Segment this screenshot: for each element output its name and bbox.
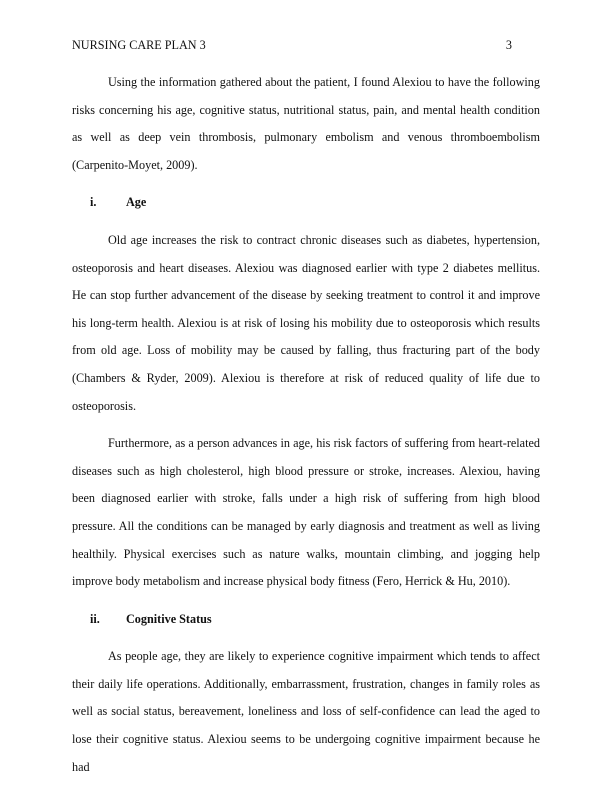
section-title: Age (126, 195, 147, 210)
page-header (72, 37, 540, 53)
section-number: ii. (90, 611, 100, 626)
section-number: i. (90, 195, 97, 210)
document-body (72, 69, 540, 781)
section-heading-cognitive-status (72, 606, 540, 634)
intro-paragraph: Using the information gathered about the patient, I found Alexiou to have the following risks concerning his age, cognitive status, nutritional status, pain, and mental health condition as well as deep vein thrombosis, pulmonary embolism and venous thromboembolism (Carpenito-Moyet, 2009). (72, 75, 540, 172)
page-number: 3 (505, 38, 512, 52)
section-heading-age (72, 189, 540, 217)
running-head: NURSING CARE PLAN 3 (72, 38, 206, 52)
cognitive-paragraph-1: As people age, they are likely to experience cognitive impairment which tends to affect their daily life operations. Additionally, embarrassment, frustration, changes in family roles as well as social status, bereavement, loneliness and loss of self-confidence can lead the aged to lose their cognitive status. Alexiou seems to be undergoing cognitive impairment because he had (72, 649, 540, 774)
section-title: Cognitive Status (126, 611, 212, 626)
age-paragraph-2: Furthermore, as a person advances in age, his risk factors of suffering from heart-related diseases such as high cholesterol, high blood pressure or stroke, increases. Alexiou, having been diagnosed earlier with stroke, falls under a high risk of suffering from high blood pressure. All the conditions can be managed by early diagnosis and treatment as well as living healthily. Physical exercises such as nature walks, mountain climbing, and jogging help improve body metabolism and increase physical body fitness (Fero, Herrick & Hu, 2010). (72, 436, 540, 589)
age-paragraph-1: Old age increases the risk to contract chronic diseases such as diabetes, hypertension, osteoporosis and heart diseases. Alexiou was diagnosed earlier with type 2 diabetes mellitus. He can stop further advancement of the disease by seeking treatment to control it and improve his long-term health. Alexiou is at risk of losing his mobility due to osteoporosis which results from old age. Loss of mobility may be caused by falling, thus fracturing part of the body (Chambers & Ryder, 2009). Alexiou is therefore at risk of reduced quality of life due to osteoporosis. (72, 232, 540, 413)
